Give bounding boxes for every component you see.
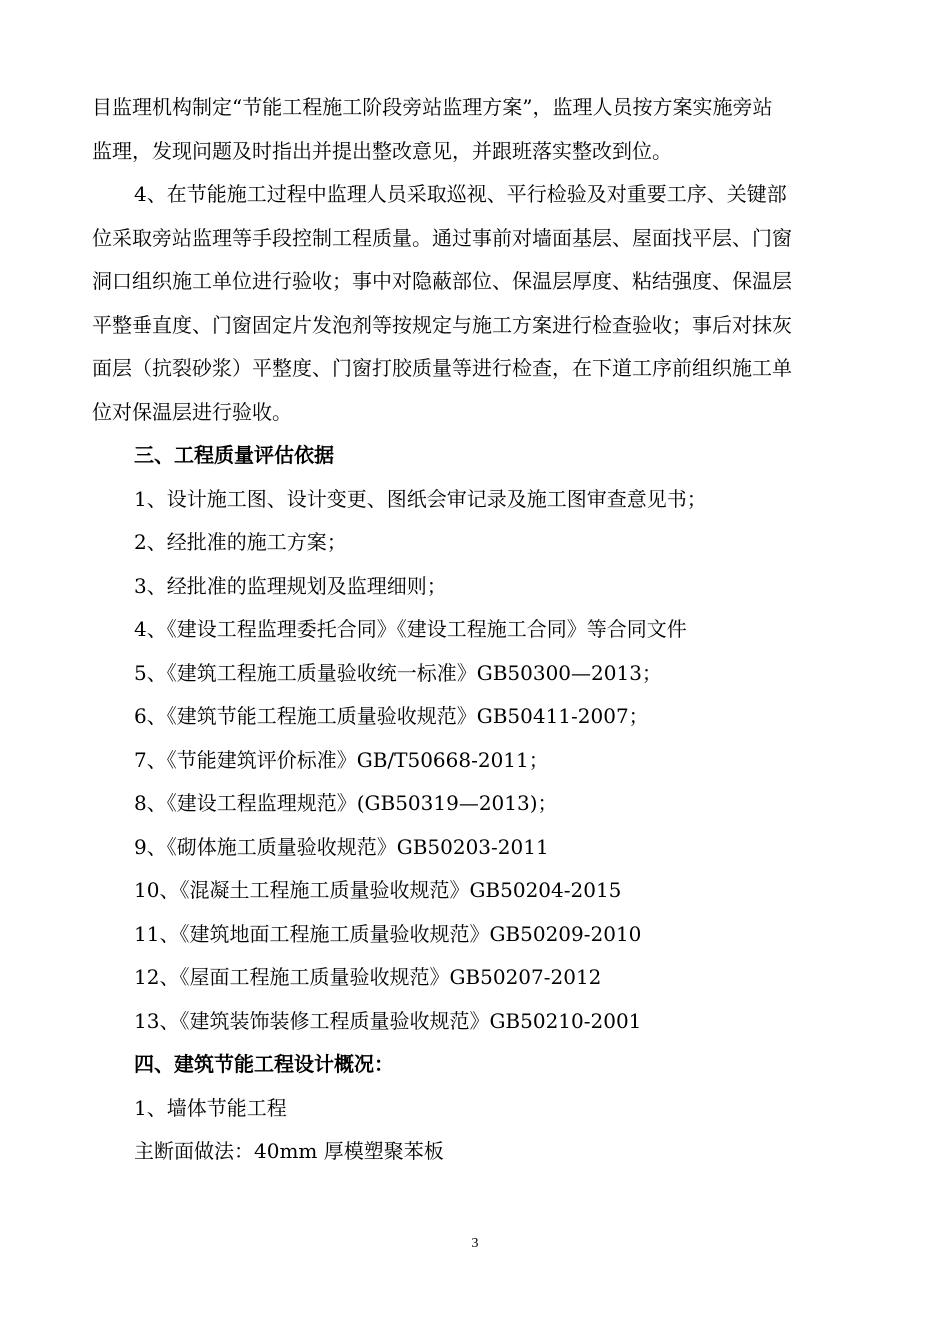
paragraph-line: 面层（抗裂砂浆）平整度、门窗打胶质量等进行检查，在下道工序前组织施工单: [92, 356, 792, 380]
list-item: 7、《节能建筑评价标准》GB/T50668-2011；: [134, 747, 549, 772]
list-item: 8、《建设工程监理规范》(GB50319—2013)；: [134, 791, 558, 815]
section-heading: 三、工程质量评估依据: [134, 443, 334, 467]
section-heading: 四、建筑节能工程设计概况：: [134, 1052, 394, 1076]
list-item: 1、设计施工图、设计变更、图纸会审记录及施工图审查意见书；: [134, 486, 707, 511]
sub-heading: 1、墙体节能工程: [134, 1095, 287, 1120]
list-item: 9、《砌体施工质量验收规范》GB50203-2011: [134, 834, 549, 859]
paragraph-line: 平整垂直度、门窗固定片发泡剂等按规定与施工方案进行检查验收；事后对抹灰: [92, 312, 792, 337]
paragraph-line: 洞口组织施工单位进行验收；事中对隐蔽部位、保温层厚度、粘结强度、保温层: [92, 269, 792, 293]
paragraph-line: 主断面做法：40mm 厚模塑聚苯板: [134, 1139, 444, 1163]
list-item: 6、《建筑节能工程施工质量验收规范》GB50411-2007；: [134, 704, 649, 728]
list-item: 11、《建筑地面工程施工质量验收规范》GB50209-2010: [134, 921, 642, 946]
list-item: 2、经批准的施工方案；: [134, 530, 347, 554]
list-item: 3、经批准的监理规划及监理细则；: [134, 573, 447, 598]
list-item: 10、《混凝土工程施工质量验收规范》GB50204-2015: [134, 878, 622, 902]
list-item: 5、《建筑工程施工质量验收统一标准》GB50300—2013；: [134, 660, 662, 685]
paragraph-line: 目监理机构制定“节能工程施工阶段旁站监理方案”，监理人员按方案实施旁站: [92, 95, 773, 119]
page-number: 3: [471, 1236, 479, 1251]
list-item: 4、《建设工程监理委托合同》《建设工程施工合同》等合同文件: [134, 617, 687, 641]
paragraph-line: 位对保温层进行验收。: [92, 399, 292, 424]
paragraph-line: 4、在节能施工过程中监理人员采取巡视、平行检验及对重要工序、关键部: [134, 182, 787, 206]
document-body: [92, 86, 872, 1174]
list-item: 13、《建筑装饰装修工程质量验收规范》GB50210-2001: [134, 1008, 642, 1033]
list-item: 12、《屋面工程施工质量验收规范》GB50207-2012: [134, 965, 602, 989]
paragraph-line: 监理，发现问题及时指出并提出整改意见，并跟班落实整改到位。: [92, 138, 672, 163]
paragraph-line: 位采取旁站监理等手段控制工程质量。通过事前对墙面基层、屋面找平层、门窗: [92, 225, 792, 250]
